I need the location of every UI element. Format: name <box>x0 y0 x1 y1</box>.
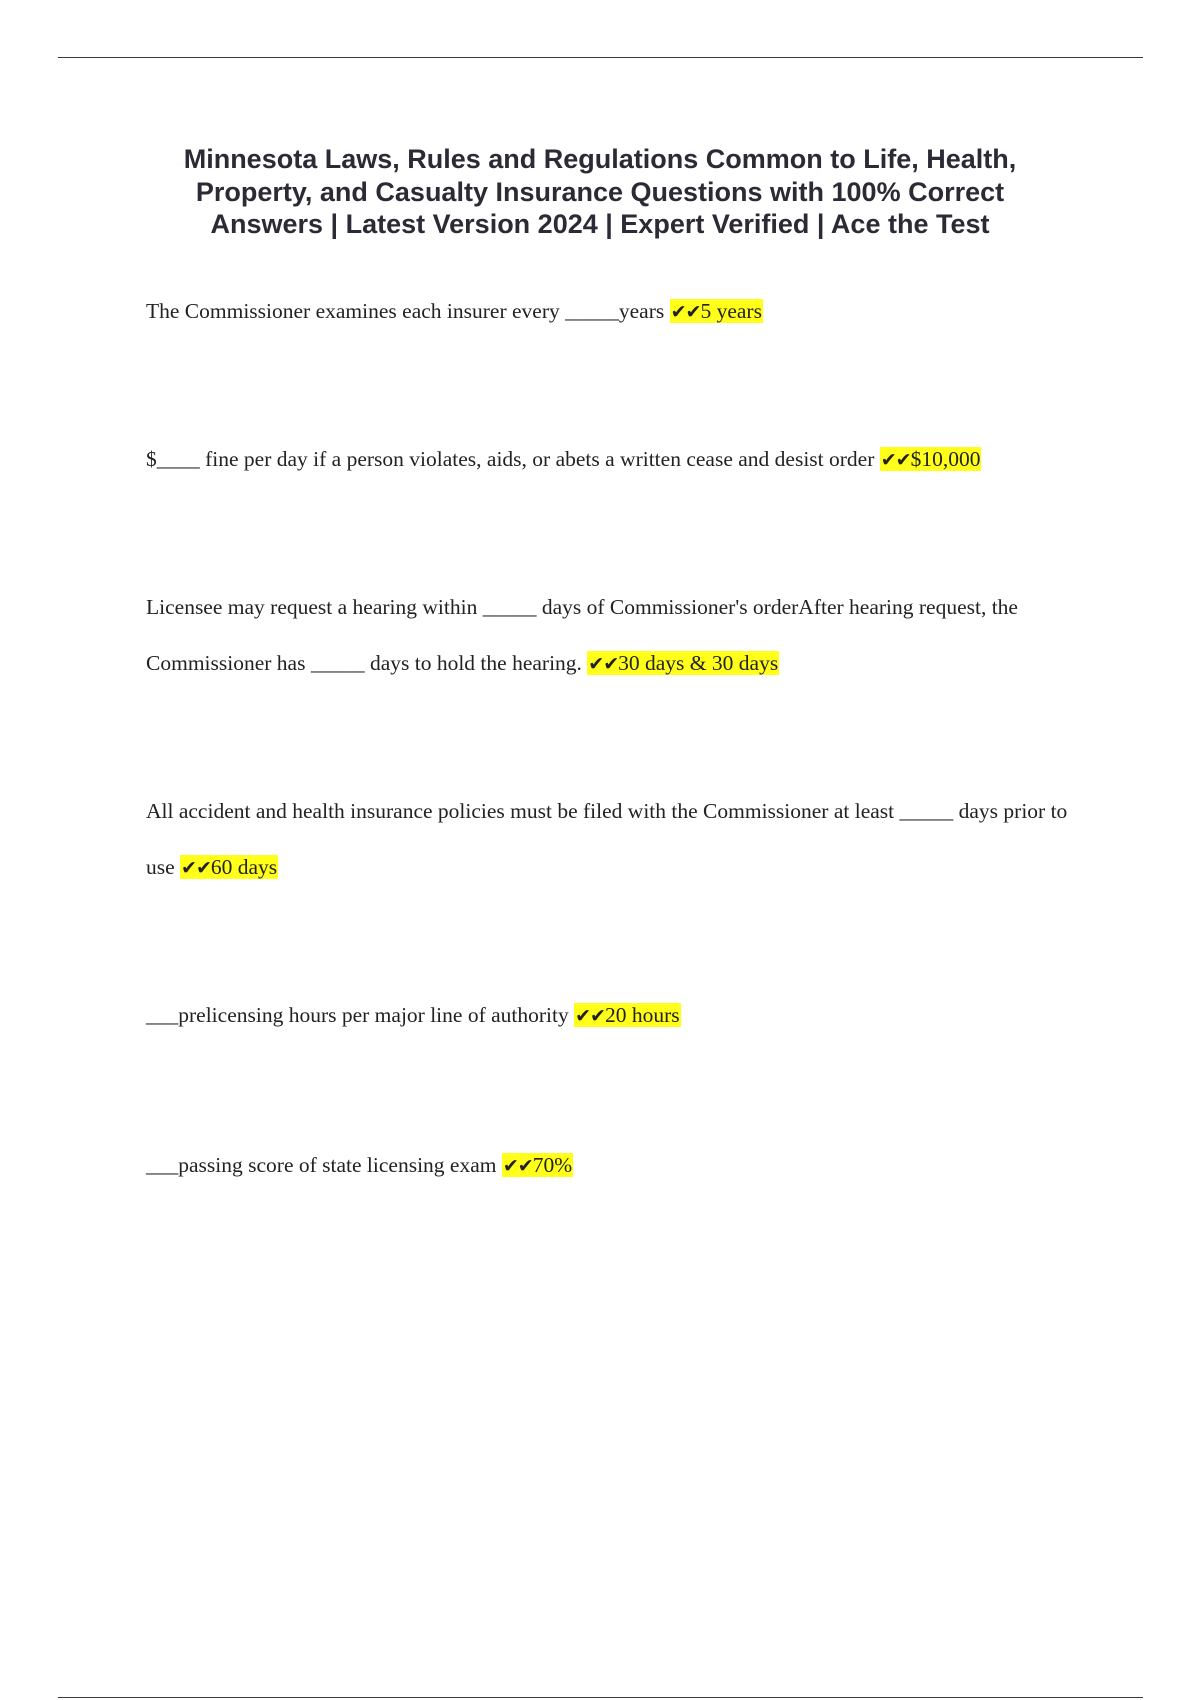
header-rule <box>58 57 1143 58</box>
answer-highlight <box>670 299 763 323</box>
answer-text: 60 days <box>210 855 278 879</box>
answer-highlight <box>180 855 278 879</box>
footer-rule <box>58 1697 1143 1698</box>
answer-text: $10,000 <box>910 447 981 471</box>
question-item <box>146 579 1086 692</box>
question-text: ___prelicensing hours per major line of authority <box>146 1003 569 1027</box>
answer-text: 5 years <box>700 299 762 323</box>
question-text: Licensee may request a hearing within _____ days of Commissioner's orderAfter hearing request, the Commissioner has _____ days to hold the hearing. <box>146 595 1018 675</box>
question-item <box>146 431 1086 488</box>
answer-text: 30 days & 30 days <box>618 651 779 675</box>
double-check-icon: ✔✔ <box>588 653 619 675</box>
answer-text: 20 hours <box>604 1003 680 1027</box>
double-check-icon: ✔✔ <box>880 449 911 471</box>
answer-highlight <box>587 651 779 675</box>
answer-text: 70% <box>532 1153 573 1177</box>
answer-highlight <box>574 1003 681 1027</box>
answer-highlight <box>880 447 982 471</box>
question-text: $____ fine per day if a person violates, aids, or abets a written cease and desist order <box>146 447 875 471</box>
document-title: Minnesota Laws, Rules and Regulations Common to Life, Health, Property, and Casualty Insurance Questions with 100% Correct Answers | Latest Version 2024 | Expert Verified | Ace the Test <box>183 144 1017 239</box>
question-item <box>146 987 1086 1044</box>
question-text: All accident and health insurance policies must be filed with the Commissioner at least _____ days prior to use <box>146 799 1068 879</box>
question-item <box>146 283 1086 340</box>
answer-highlight <box>502 1153 573 1177</box>
question-text: ___passing score of state licensing exam <box>146 1153 497 1177</box>
double-check-icon: ✔✔ <box>575 1005 605 1027</box>
double-check-icon: ✔✔ <box>502 1155 533 1177</box>
double-check-icon: ✔✔ <box>181 857 211 879</box>
double-check-icon: ✔✔ <box>670 301 701 323</box>
question-item <box>146 783 1086 896</box>
question-text: The Commissioner examines each insurer every _____years <box>146 299 665 323</box>
question-item <box>146 1137 1086 1194</box>
